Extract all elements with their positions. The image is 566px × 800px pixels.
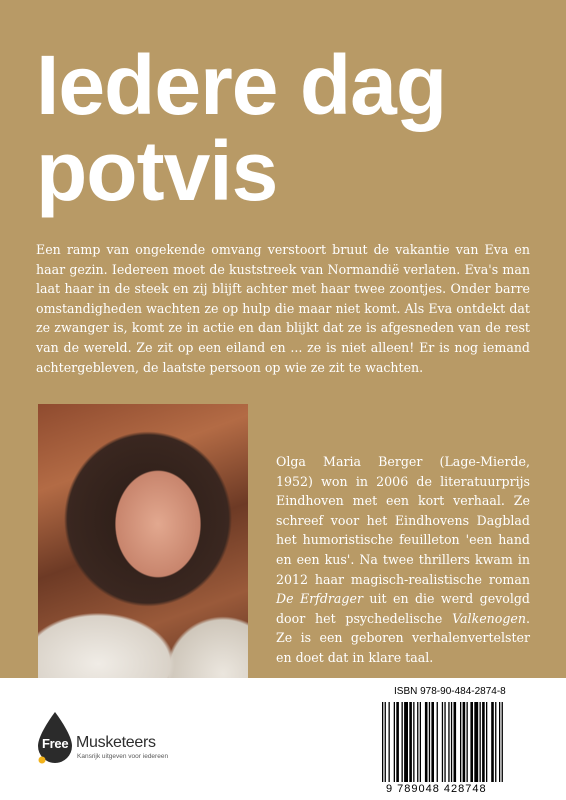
barcode-bar (499, 702, 500, 782)
barcode-bar (389, 702, 390, 782)
barcode-bar (480, 702, 481, 782)
title-line-1: Iedere dag (36, 38, 447, 132)
logo-text-free: Free (42, 736, 69, 751)
author-photo (38, 404, 248, 678)
barcode-bar (394, 702, 395, 782)
barcode-bar (491, 702, 494, 782)
barcode-bar (382, 702, 383, 782)
barcode-bar (385, 702, 386, 782)
barcode-bar (474, 702, 478, 782)
barcode-bar (467, 702, 468, 782)
barcode-bar (442, 702, 443, 782)
book-title-valkenogen: Valkenogen (452, 610, 526, 626)
ean-number: 9 789048 428748 (386, 783, 487, 795)
barcode-bar (402, 702, 403, 782)
publisher-tagline: Kansrijk uitgeven voor iedereen (77, 753, 169, 760)
barcode-bar (482, 702, 485, 782)
author-bio-text-1: Olga Maria Berger (Lage-Mierde, 1952) won in 2006 de literatuurprijs Eindhoven met een kort verhaal. Ze schreef voor het Eindhovens Dagblad het humoristische feuilleton 'een hand en een kus'. Na twee thrillers kwam in 2012 haar magisch-realistische roman (276, 454, 530, 587)
barcode-bar (429, 702, 430, 782)
barcode-bar (495, 702, 496, 782)
barcode-bar (444, 702, 445, 782)
barcode-bar (409, 702, 412, 782)
barcode-bar (463, 702, 466, 782)
isbn-label: ISBN 978-90-484-2874-8 (394, 686, 506, 697)
barcode-bar (486, 702, 487, 782)
book-title-erfdrager: De Erfdrager (276, 591, 363, 607)
author-bio-text-3: . Ze is een geboren verhalenvertelster en doet dat in klare taal. (276, 610, 530, 665)
barcode-bar (404, 702, 408, 782)
barcode-bar (470, 702, 473, 782)
barcode-bar (437, 702, 438, 782)
barcode-bar (413, 702, 414, 782)
barcode-bar (448, 702, 449, 782)
barcode-bar (454, 702, 457, 782)
book-blurb: Een ramp van ongekende omvang verstoort bruut de vakantie van Eva en haar gezin. Iedereen moet de kuststreek van Normandië verlaten. Eva's man laat haar in de steek en zij blijft achter met haar twee zoontjes. Onder barre omstandigheden wachten ze op hulp die maar niet komt. Als Eva ontdekt dat ze zwanger is, komt ze in actie en dan blijkt dat ze is afgesneden van de rest van de wereld. Ze zit op een eiland en ... ze is niet alleen! Er is nog iemand achtergebleven, de laatste persoon op wie ze zit te wachten. (36, 242, 530, 375)
logo-text-musketeers: Musketeers (76, 734, 156, 751)
barcode-bar (431, 702, 434, 782)
barcode-bar (460, 702, 461, 782)
barcode-bar (417, 702, 418, 782)
barcode-bar (451, 702, 452, 782)
barcode-bar (396, 702, 399, 782)
barcode-bar (502, 702, 503, 782)
publisher-logo (36, 708, 206, 768)
book-title (36, 38, 556, 218)
author-bio (276, 452, 530, 668)
barcode-bar (425, 702, 428, 782)
barcode-bar (420, 702, 421, 782)
footer-strip (0, 678, 566, 800)
barcode (380, 702, 548, 782)
author-bio-text-2: uit en die werd gevolgd door het psychedelische (276, 591, 530, 626)
title-line-2: potvis (36, 124, 278, 218)
